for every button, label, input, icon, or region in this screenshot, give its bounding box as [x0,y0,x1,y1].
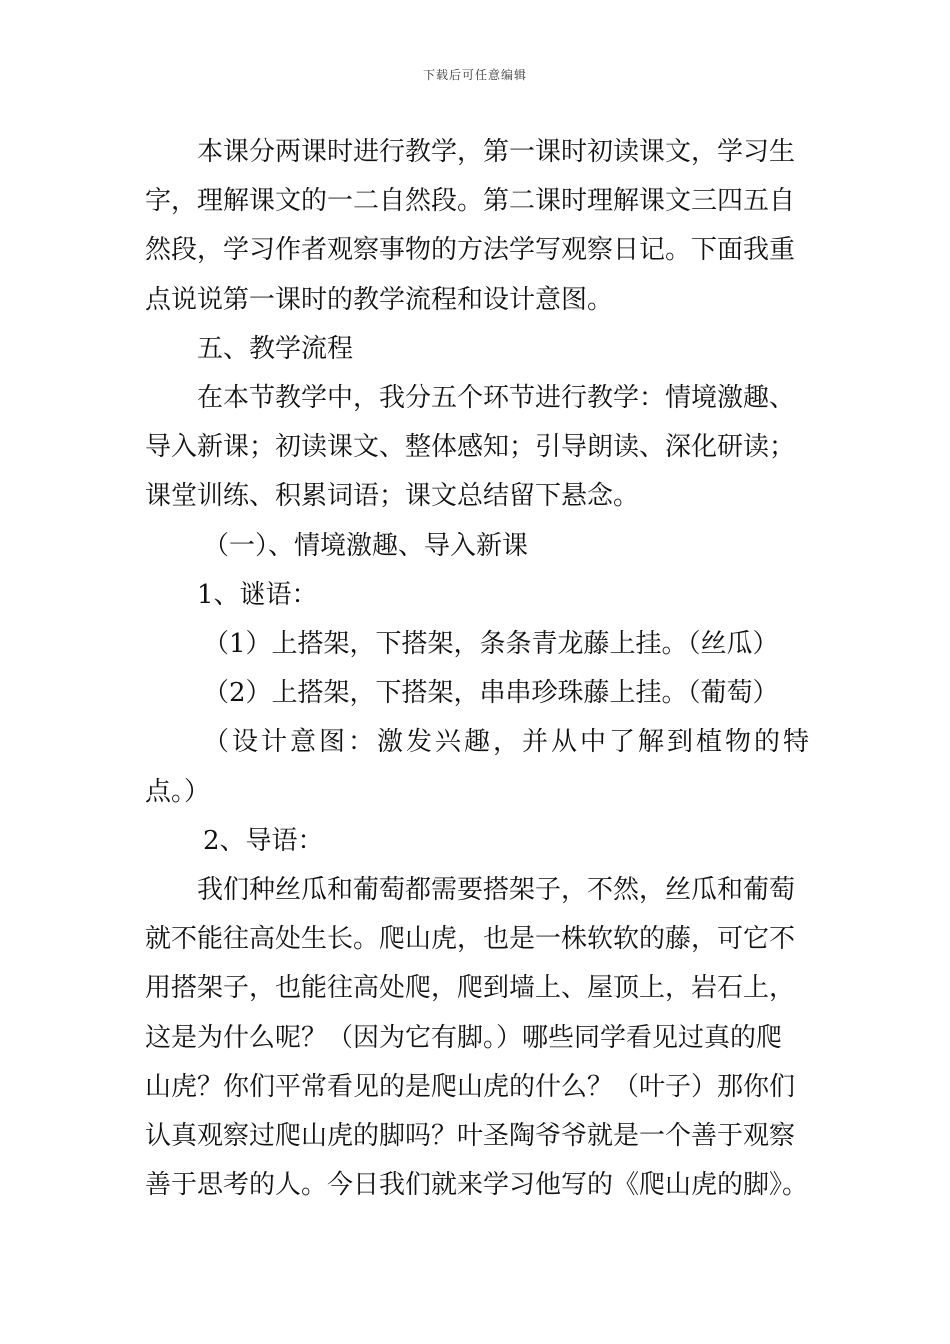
paragraph-line: 在本节教学中，我分五个环节进行教学：情境激趣、 [197,383,796,414]
list-item: （2）上搭架，下搭架，串串珍珠藤上挂。（葡萄） [203,678,779,709]
paragraph-line: 字，理解课文的一二自然段。第二课时理解课文三四五自 [145,186,796,217]
paragraph-line: 认真观察过爬山虎的脚吗？叶圣陶爷爷就是一个善于观察 [145,1121,796,1152]
paragraph-line: 点说说第一课时的教学流程和设计意图。 [145,284,614,315]
paragraph-line: 就不能往高处生长。爬山虎，也是一株软软的藤，可它不 [145,924,796,955]
paragraph-line: 山虎？你们平常看见的是爬山虎的什么？（叶子）那你们 [145,1071,796,1102]
section-heading: 五、教学流程 [197,333,354,364]
subsection-heading: （一）、情境激趣、导入新课 [203,530,529,561]
list-item: （1）上搭架，下搭架，条条青龙藤上挂。（丝瓜） [203,629,779,660]
paragraph-line: 用搭架子，也能往高处爬，爬到墙上、屋顶上，岩石上， [145,973,796,1004]
paragraph-line: 这是为什么呢？（因为它有脚。）哪些同学看见过真的爬 [145,1022,783,1053]
paragraph-line: 我们种丝瓜和葡萄都需要搭架子，不然，丝瓜和葡萄 [197,875,796,906]
design-note-line: （设计意图：激发兴趣，并从中了解到植物的特 [203,727,813,758]
paragraph-line: 导入新课；初读课文、整体感知；引导朗读、深化研读； [145,432,796,463]
paragraph-line: 然段，学习作者观察事物的方法学写观察日记。下面我重 [145,235,796,266]
paragraph-line: 善于思考的人。今日我们就来学习他写的《爬山虎的脚》。 [145,1170,809,1201]
list-heading: 2、导语： [203,825,324,856]
paragraph-line: 本课分两课时进行教学，第一课时初读课文，学习生 [197,137,796,167]
list-heading: 1、谜语： [197,579,318,610]
design-note-line: 点。） [145,776,211,807]
document-body [145,128,813,1210]
paragraph-line: 课堂训练、积累词语；课文总结留下悬念。 [145,481,640,512]
page-header-note: 下载后可任意编辑 [422,68,527,82]
